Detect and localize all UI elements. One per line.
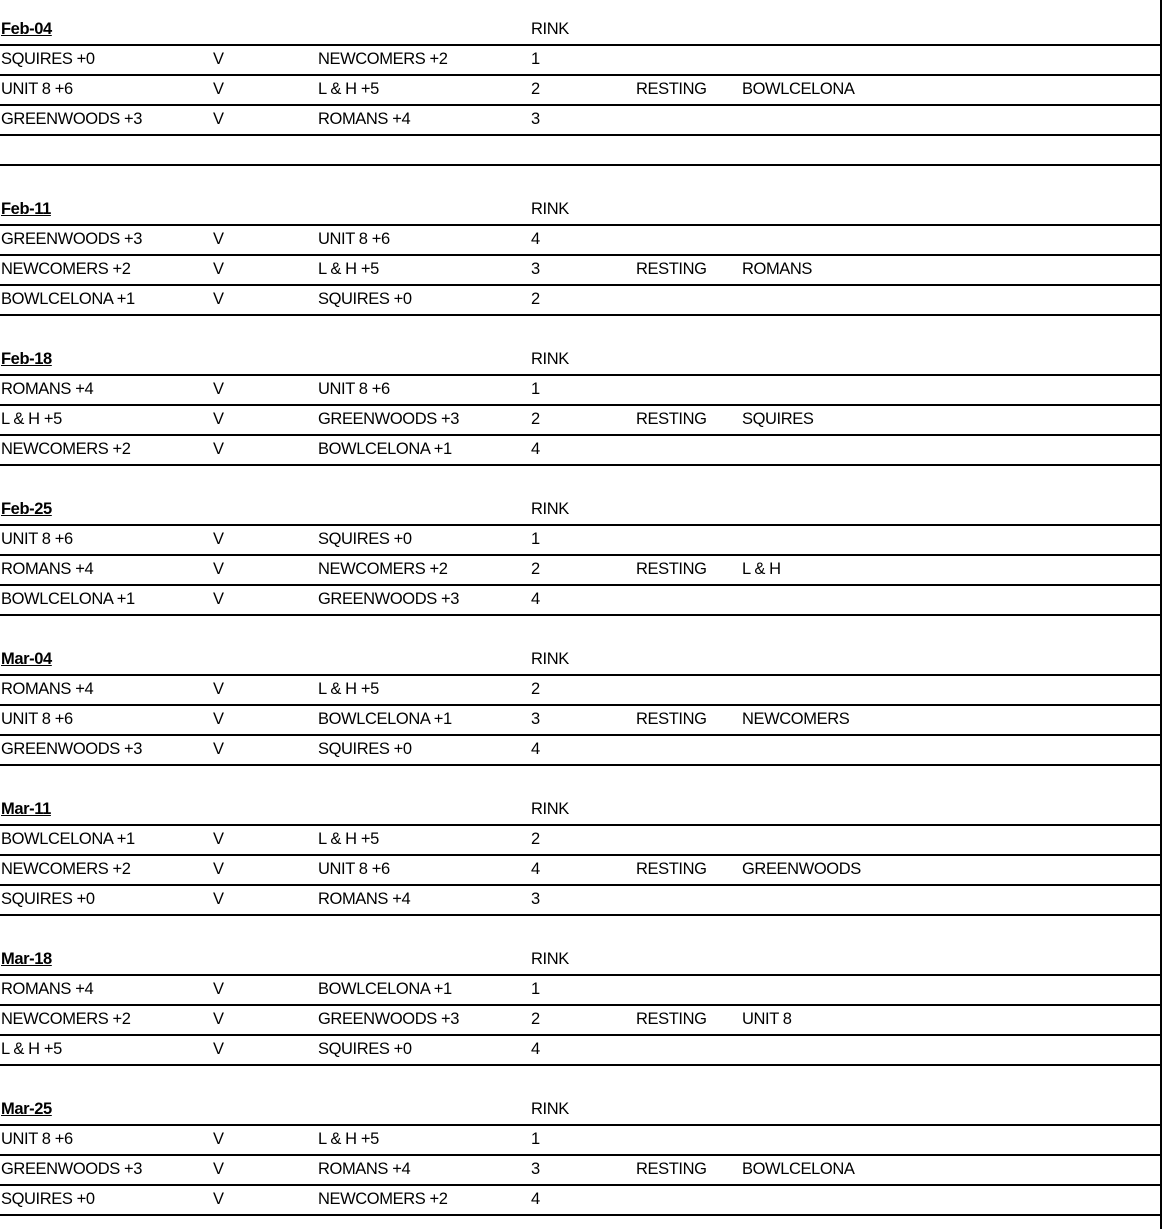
rink-number: 1 (531, 1130, 540, 1148)
week-date: Feb-04 (1, 20, 52, 38)
rink-number: 4 (531, 440, 540, 458)
rink-number: 4 (531, 230, 540, 248)
week-date: Feb-18 (1, 350, 52, 368)
home-team: ROMANS +4 (1, 380, 94, 398)
home-team: UNIT 8 +6 (1, 710, 73, 728)
rink-number: 4 (531, 1040, 540, 1058)
away-team: GREENWOODS +3 (318, 410, 460, 428)
match-row (0, 44, 1160, 76)
match-row (0, 1184, 1160, 1216)
rink-number: 4 (531, 1190, 540, 1208)
week-date: Mar-25 (1, 1100, 52, 1118)
away-team: SQUIRES +0 (318, 740, 412, 758)
rink-header: RINK (531, 350, 569, 368)
versus-label: V (213, 1160, 224, 1178)
versus-label: V (213, 1190, 224, 1208)
rink-number: 2 (531, 290, 540, 308)
away-team: BOWLCELONA +1 (318, 980, 452, 998)
away-team: GREENWOODS +3 (318, 590, 460, 608)
versus-label: V (213, 290, 224, 308)
away-team: L & H +5 (318, 830, 379, 848)
match-row (0, 434, 1160, 466)
away-team: GREENWOODS +3 (318, 1010, 460, 1028)
away-team: ROMANS +4 (318, 890, 411, 908)
match-row (0, 704, 1160, 736)
versus-label: V (213, 260, 224, 278)
rink-number: 3 (531, 710, 540, 728)
away-team: UNIT 8 +6 (318, 860, 390, 878)
rink-header: RINK (531, 800, 569, 818)
resting-team: L & H (742, 560, 781, 578)
week-date: Feb-25 (1, 500, 52, 518)
week-header-row (0, 944, 1160, 976)
versus-label: V (213, 380, 224, 398)
resting-label: RESTING (636, 860, 707, 878)
rink-number: 3 (531, 110, 540, 128)
versus-label: V (213, 530, 224, 548)
versus-label: V (213, 710, 224, 728)
match-row (0, 74, 1160, 106)
rink-number: 3 (531, 890, 540, 908)
away-team: L & H +5 (318, 680, 379, 698)
rink-number: 1 (531, 50, 540, 68)
week-header-row (0, 14, 1160, 46)
away-team: NEWCOMERS +2 (318, 50, 448, 68)
home-team: BOWLCELONA +1 (1, 290, 135, 308)
rink-number: 2 (531, 410, 540, 428)
versus-label: V (213, 560, 224, 578)
rink-number: 2 (531, 680, 540, 698)
rink-header: RINK (531, 500, 569, 518)
match-row (0, 404, 1160, 436)
match-row (0, 254, 1160, 286)
away-team: SQUIRES +0 (318, 530, 412, 548)
home-team: UNIT 8 +6 (1, 80, 73, 98)
rink-number: 4 (531, 740, 540, 758)
week-date: Mar-11 (1, 800, 51, 818)
home-team: GREENWOODS +3 (1, 230, 143, 248)
week-date: Mar-18 (1, 950, 52, 968)
rink-number: 3 (531, 1160, 540, 1178)
resting-team: UNIT 8 (742, 1010, 792, 1028)
week-header-row (0, 344, 1160, 376)
week-header-row (0, 494, 1160, 526)
home-team: NEWCOMERS +2 (1, 440, 131, 458)
home-team: NEWCOMERS +2 (1, 1010, 131, 1028)
resting-label: RESTING (636, 560, 707, 578)
home-team: GREENWOODS +3 (1, 1160, 143, 1178)
match-row (0, 1154, 1160, 1186)
away-team: ROMANS +4 (318, 110, 411, 128)
resting-team: NEWCOMERS (742, 710, 850, 728)
match-row (0, 1124, 1160, 1156)
week-header-row (0, 194, 1160, 226)
match-row (0, 284, 1160, 316)
match-row (0, 1034, 1160, 1066)
rink-number: 3 (531, 260, 540, 278)
resting-team: ROMANS (742, 260, 813, 278)
away-team: BOWLCELONA +1 (318, 710, 452, 728)
resting-label: RESTING (636, 410, 707, 428)
versus-label: V (213, 740, 224, 758)
versus-label: V (213, 1010, 224, 1028)
away-team: L & H +5 (318, 260, 379, 278)
versus-label: V (213, 860, 224, 878)
home-team: UNIT 8 +6 (1, 1130, 73, 1148)
week-date: Mar-04 (1, 650, 52, 668)
match-row (0, 854, 1160, 886)
rink-number: 1 (531, 530, 540, 548)
match-row (0, 584, 1160, 616)
resting-team: SQUIRES (742, 410, 814, 428)
rink-number: 2 (531, 560, 540, 578)
rink-number: 4 (531, 590, 540, 608)
home-team: L & H +5 (1, 1040, 62, 1058)
home-team: GREENWOODS +3 (1, 110, 143, 128)
home-team: SQUIRES +0 (1, 50, 95, 68)
home-team: SQUIRES +0 (1, 1190, 95, 1208)
versus-label: V (213, 1130, 224, 1148)
match-row (0, 224, 1160, 256)
home-team: L & H +5 (1, 410, 62, 428)
versus-label: V (213, 110, 224, 128)
rink-number: 2 (531, 1010, 540, 1028)
rink-number: 1 (531, 980, 540, 998)
week-header-row (0, 644, 1160, 676)
away-team: UNIT 8 +6 (318, 380, 390, 398)
away-team: NEWCOMERS +2 (318, 1190, 448, 1208)
versus-label: V (213, 230, 224, 248)
match-row (0, 824, 1160, 856)
match-row (0, 734, 1160, 766)
away-team: SQUIRES +0 (318, 290, 412, 308)
versus-label: V (213, 830, 224, 848)
versus-label: V (213, 440, 224, 458)
away-team: L & H +5 (318, 80, 379, 98)
versus-label: V (213, 1040, 224, 1058)
versus-label: V (213, 980, 224, 998)
rink-number: 1 (531, 380, 540, 398)
versus-label: V (213, 80, 224, 98)
home-team: UNIT 8 +6 (1, 530, 73, 548)
home-team: ROMANS +4 (1, 680, 94, 698)
rink-header: RINK (531, 20, 569, 38)
away-team: NEWCOMERS +2 (318, 560, 448, 578)
rink-number: 2 (531, 830, 540, 848)
away-team: SQUIRES +0 (318, 1040, 412, 1058)
resting-team: GREENWOODS (742, 860, 861, 878)
rink-number: 4 (531, 860, 540, 878)
home-team: SQUIRES +0 (1, 890, 95, 908)
versus-label: V (213, 890, 224, 908)
week-header-row (0, 1094, 1160, 1126)
versus-label: V (213, 590, 224, 608)
match-row (0, 974, 1160, 1006)
match-row (0, 104, 1160, 136)
rink-header: RINK (531, 650, 569, 668)
home-team: GREENWOODS +3 (1, 740, 143, 758)
away-team: ROMANS +4 (318, 1160, 411, 1178)
away-team: UNIT 8 +6 (318, 230, 390, 248)
week-header-row (0, 794, 1160, 826)
blank-row (0, 134, 1160, 166)
versus-label: V (213, 410, 224, 428)
away-team: L & H +5 (318, 1130, 379, 1148)
resting-team: BOWLCELONA (742, 80, 855, 98)
home-team: NEWCOMERS +2 (1, 260, 131, 278)
match-row (0, 524, 1160, 556)
resting-label: RESTING (636, 710, 707, 728)
home-team: BOWLCELONA +1 (1, 590, 135, 608)
resting-label: RESTING (636, 80, 707, 98)
home-team: NEWCOMERS +2 (1, 860, 131, 878)
match-row (0, 374, 1160, 406)
match-row (0, 884, 1160, 916)
match-row (0, 674, 1160, 706)
match-row (0, 1004, 1160, 1036)
rink-header: RINK (531, 950, 569, 968)
home-team: ROMANS +4 (1, 980, 94, 998)
versus-label: V (213, 680, 224, 698)
resting-label: RESTING (636, 1010, 707, 1028)
rink-header: RINK (531, 200, 569, 218)
home-team: BOWLCELONA +1 (1, 830, 135, 848)
versus-label: V (213, 50, 224, 68)
resting-label: RESTING (636, 1160, 707, 1178)
week-date: Feb-11 (1, 200, 51, 218)
resting-label: RESTING (636, 260, 707, 278)
rink-header: RINK (531, 1100, 569, 1118)
home-team: ROMANS +4 (1, 560, 94, 578)
match-row (0, 554, 1160, 586)
away-team: BOWLCELONA +1 (318, 440, 452, 458)
resting-team: BOWLCELONA (742, 1160, 855, 1178)
rink-number: 2 (531, 80, 540, 98)
